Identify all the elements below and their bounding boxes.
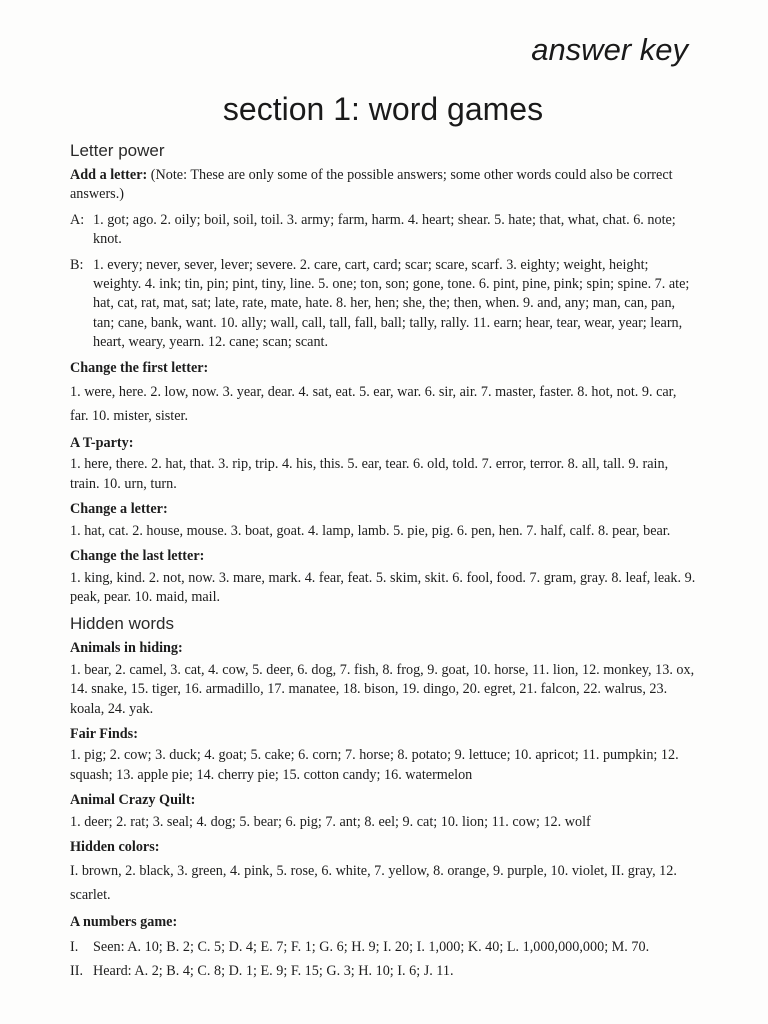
change-first-answers: 1. were, here. 2. low, now. 3. year, dear. 4. sat, eat. 5. ear, war. 6. sir, air. 7. master, faster. 8. hot, not. 9. car, far. 10. mister, sister. [70,384,677,425]
change-a-title: Change a letter: [70,501,168,518]
add-letter-part-a [70,211,696,250]
part-b-answers: 1. every; never, sever, lever; severe. 2. care, cart, card; scar; scare, scarf. 3. eighty; weight, height; weighty. 4. ink; tin, pin; pint, tiny, line. 5. one; ton, son; gone, tone. 6. pint, pine, pink; spin; spine. 7. ate; hat, cat, rat, mat, sat; late, rate, mate, hate. 8. her, hen; she, the; then, when. 9. and, any; man, can, pan, tan; cane, bank, want. 10. ally; wall, call, tall, fall, ball; tally, rally. 11. earn; hear, tear, wear, year; learn, heart, weary, yearn. 12. cane; scan; scant. [93,256,690,351]
animals-title: Animals in hiding: [70,640,183,657]
numbers-title: A numbers game: [70,914,178,931]
t-party-title: A T-party: [70,435,134,452]
add-letter-intro [70,166,696,205]
part-a-label: A: [70,211,85,228]
colors-title: Hidden colors: [70,838,160,855]
hidden-words-heading: Hidden words [70,614,174,634]
letter-power-heading: Letter power [70,141,165,160]
animals-answers: 1. bear, 2. camel, 3. cat, 4. cow, 5. deer, 6. dog, 7. fish, 8. frog, 9. goat, 10. horse, 11. lion, 12. monkey, 13. ox, 14. snake, 15. tiger, 16. armadillo, 17. manatee, 18. bison, 19. dingo, 20. egret, 21. falcon, 22. walrus, 23. koala, 24. yak. [70,661,695,717]
part-b-label: B: [70,256,84,273]
numbers-seen [70,935,696,959]
fair-finds-answers: 1. pig; 2. cow; 3. duck; 4. goat; 5. cake; 6. corn; 7. horse; 8. potato; 9. lettuce; 10. apricot; 11. pumpkin; 12. squash; 13. apple pie; 14. cherry pie; 15. cotton candy; 16. watermelon [70,747,679,783]
section-title: section 1: word games [222,91,544,127]
answer-key-page [70,30,696,989]
page-label: answer key [531,32,688,67]
add-letter-part-b [70,256,696,353]
add-letter-note: (Note: These are only some of the possible answers; some other words could also be correct answers.) [70,167,673,203]
colors-answers: I. brown, 2. black, 3. green, 4. pink, 5. rose, 6. white, 7. yellow, 8. orange, 9. purple, 10. violet, II. gray, 12. scarlet. [70,863,677,904]
change-last-answers: 1. king, kind. 2. not, now. 3. mare, mark. 4. fear, feat. 5. skim, skit. 6. fool, food. 7. gram, gray. 8. leaf, leak. 9. peak, pear. 10. maid, mail. [70,569,696,605]
quilt-answers: 1. deer; 2. rat; 3. seal; 4. dog; 5. bear; 6. pig; 7. ant; 8. eel; 9. cat; 10. lion; 11. cow; 12. wolf [70,813,591,830]
numbers-heard [70,959,696,983]
change-a-answers: 1. hat, cat. 2. house, mouse. 3. boat, goat. 4. lamp, lamb. 5. pie, pig. 6. pen, hen. 7. half, calf. 8. pear, bear. [70,522,671,539]
change-last-title: Change the last letter: [70,548,205,565]
part-a-answers: 1. got; ago. 2. oily; boil, soil, toil. 3. army; farm, harm. 4. heart; shear. 5. hate; that, what, chat. 6. note; knot. [93,211,676,248]
seen-label: I. [70,938,79,955]
t-party-answers: 1. here, there. 2. hat, that. 3. rip, trip. 4. his, this. 5. ear, tear. 6. old, told. 7. error, terror. 8. all, tall. 9. rain, train. 10. urn, turn. [70,456,669,492]
fair-finds-title: Fair Finds: [70,725,138,742]
heard-label: II. [70,962,83,979]
quilt-title: Animal Crazy Quilt: [70,792,196,809]
change-first-title: Change the first letter: [70,359,209,376]
seen-answers: Seen: A. 10; B. 2; C. 5; D. 4; E. 7; F. 1; G. 6; H. 9; I. 20; I. 1,000; K. 40; L. 1,000,000,000; M. 70. [93,938,650,955]
add-letter-title: Add a letter: [70,167,148,183]
heard-answers: Heard: A. 2; B. 4; C. 8; D. 1; E. 9; F. 15; G. 3; H. 10; I. 6; J. 11. [93,962,454,979]
